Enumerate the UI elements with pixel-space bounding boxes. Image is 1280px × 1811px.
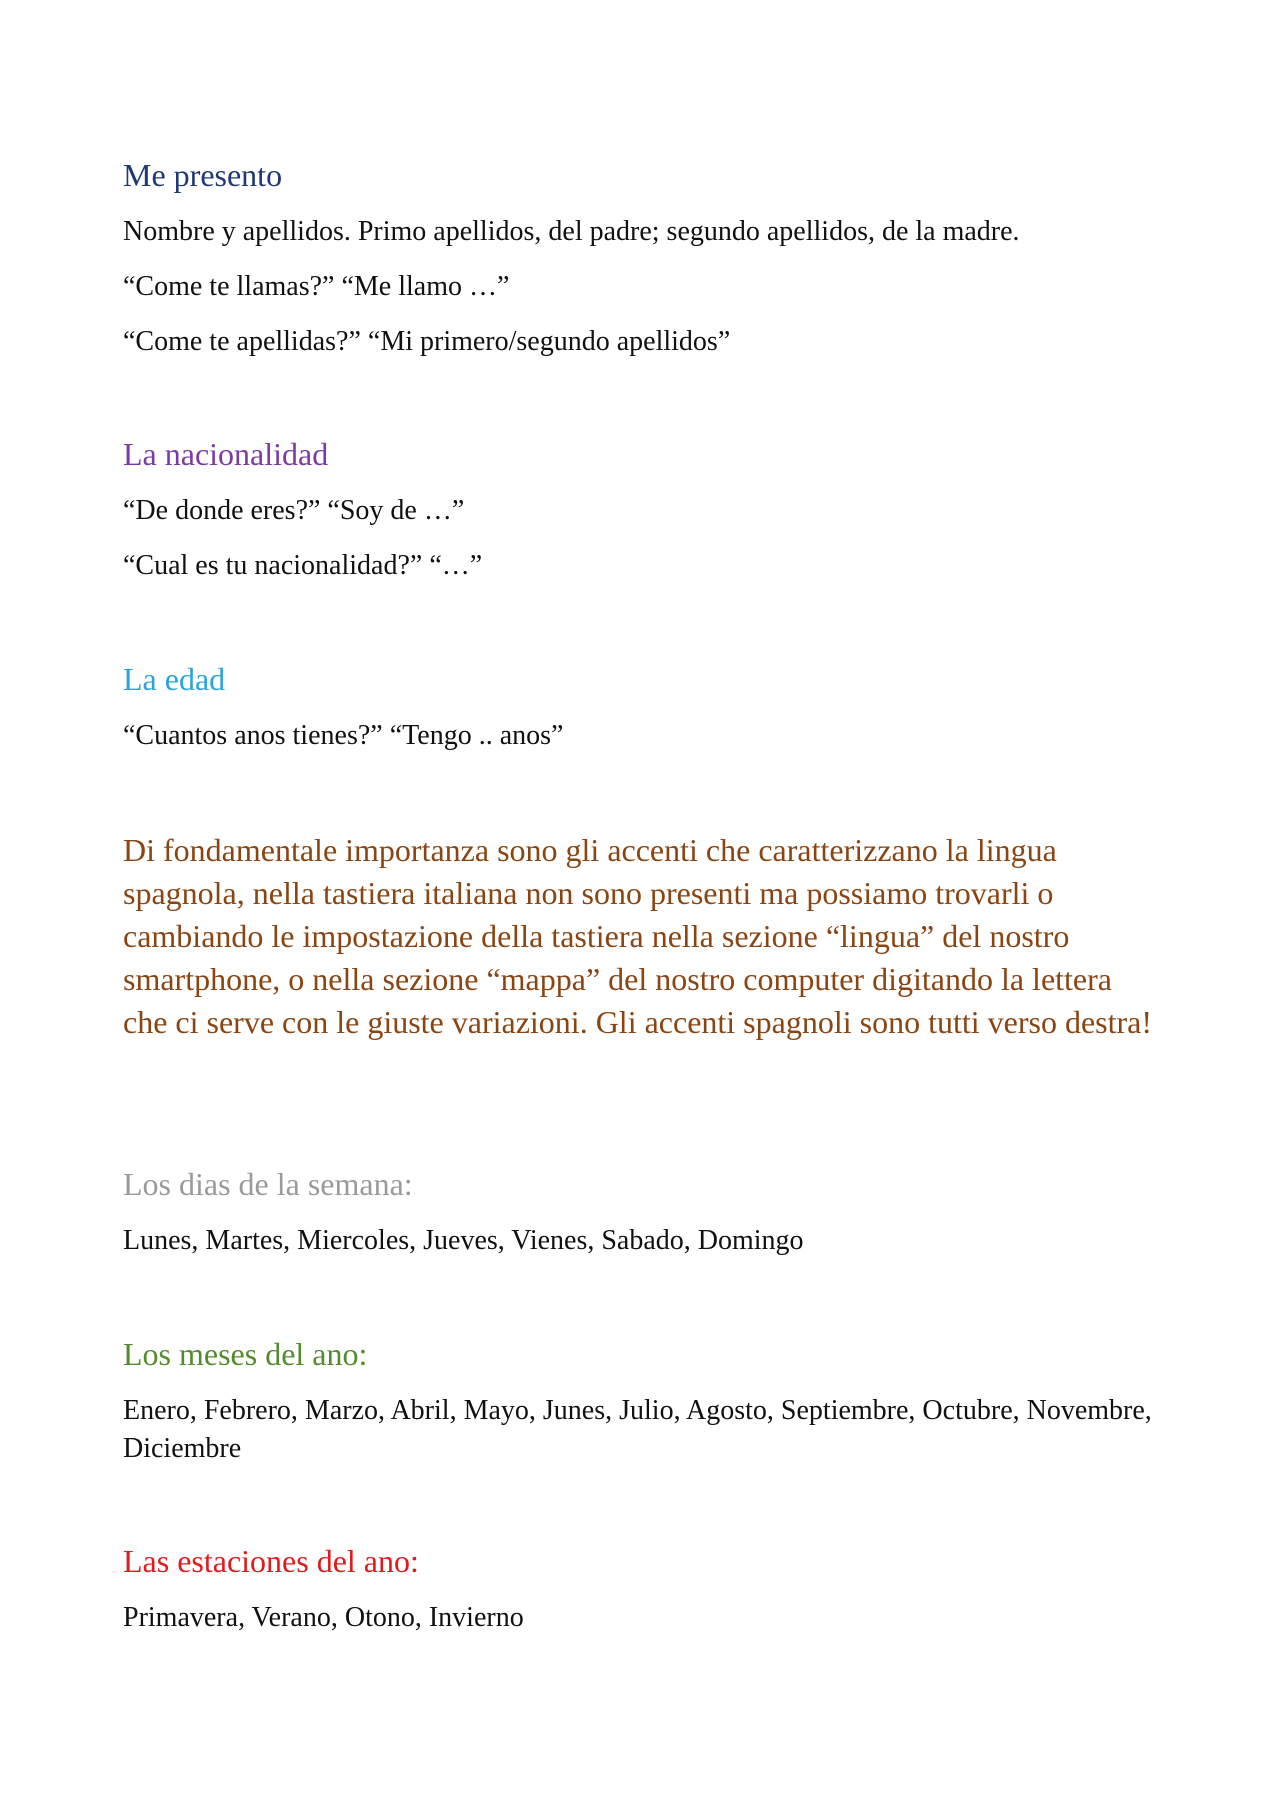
heading-me-presento: Me presento xyxy=(123,157,283,193)
meses-list: Enero, Febrero, Marzo, Abril, Mayo, Junes, Julio, Agosto, Septiembre, Octubre, Novembre, Diciembre xyxy=(123,1395,1152,1464)
accent-note-paragraph: Di fondamentale importanza sono gli accenti che caratterizzano la lingua spagnola, nella tastiera italiana non sono presenti ma possiamo trovarli o cambiando le impostazione della tastiera nella sezione “lingua” del nostro smartphone, o nella sezione “mappa” del nostro computer digitando la lettera che ci serve con le giuste variazioni. Gli accenti spagnoli sono tutti verso destra! xyxy=(123,832,1152,1040)
estaciones-list: Primavera, Verano, Otono, Invierno xyxy=(123,1602,524,1633)
heading-meses-ano: Los meses del ano: xyxy=(123,1336,368,1372)
presento-line-1: Nombre y apellidos. Primo apellidos, del padre; segundo apellidos, de la madre. xyxy=(123,216,1020,247)
presento-line-2: “Come te llamas?” “Me llamo …” xyxy=(123,271,510,302)
heading-nacionalidad: La nacionalidad xyxy=(123,436,329,472)
heading-estaciones-ano: Las estaciones del ano: xyxy=(123,1543,419,1579)
nacionalidad-line-2: “Cual es tu nacionalidad?” “…” xyxy=(123,550,483,581)
nacionalidad-line-1: “De donde eres?” “Soy de …” xyxy=(123,495,465,526)
presento-line-3: “Come te apellidas?” “Mi primero/segundo apellidos” xyxy=(123,326,731,357)
edad-line-1: “Cuantos anos tienes?” “Tengo .. anos” xyxy=(123,720,564,751)
heading-edad: La edad xyxy=(123,661,226,697)
dias-list: Lunes, Martes, Miercoles, Jueves, Vienes, Sabado, Domingo xyxy=(123,1225,804,1256)
heading-dias-semana: Los dias de la semana: xyxy=(123,1166,413,1202)
